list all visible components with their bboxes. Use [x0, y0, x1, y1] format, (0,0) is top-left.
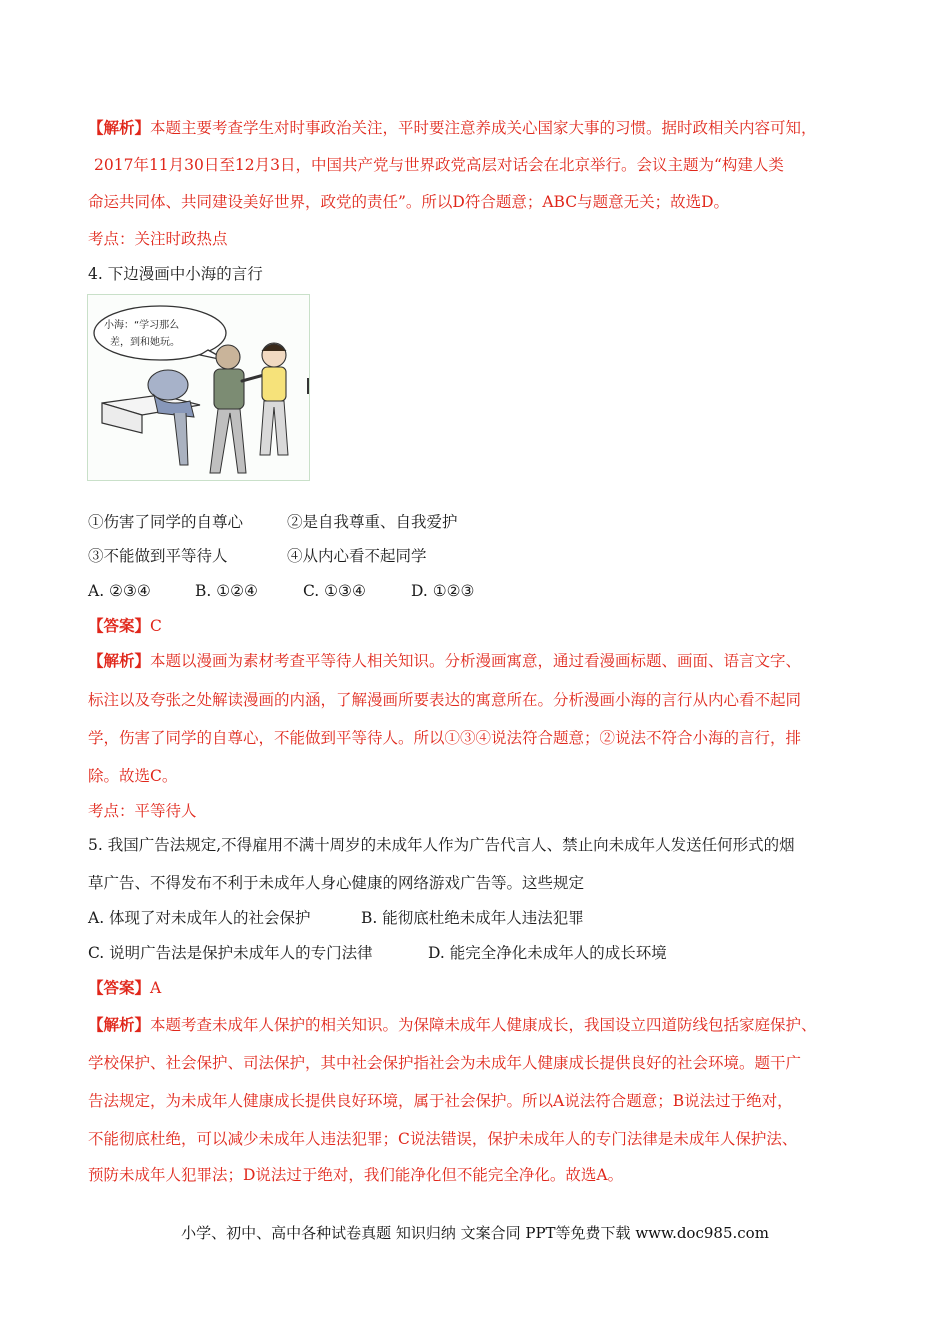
q3-analysis-line-3: 命运共同体、共同建设美好世界，政党的责任”。所以D符合题意；ABC与题意无关；故选D。 [88, 193, 730, 211]
q4-option-d: D. ①②③ [411, 582, 475, 600]
q5-analysis-line-1: 【解析】本题考查未成年人保护的相关知识。为保障未成年人健康成长，我国设立四道防线包括家庭保护、 [88, 1015, 817, 1034]
q4-item-1: ①伤害了同学的自尊心 [88, 513, 244, 531]
q4-option-c: C. ①③④ [303, 582, 366, 600]
q3-knowledge-point: 考点：关注时政热点 [88, 230, 228, 248]
answer-tag: 【答案】 [88, 978, 151, 997]
bubble-text-2: 差，到和她玩。 [110, 337, 180, 348]
q4-analysis-line-3: 学，伤害了同学的自尊心，不能做到平等待人。所以①③④说法符合题意；②说法不符合小海的言行，排 [88, 729, 802, 747]
q4-option-b: B. ①②④ [195, 582, 258, 600]
comic-edge-mark [307, 378, 309, 394]
q4-stem: 4. 下边漫画中小海的言行 [88, 265, 263, 283]
analysis-tag: 【解析】 [88, 651, 151, 670]
q5-stem-line-2: 草广告、不得发布不利于未成年人身心健康的网络游戏广告等。这些规定 [88, 874, 585, 892]
q4-item-3: ③不能做到平等待人 [88, 547, 228, 565]
q5-option-b: B. 能彻底杜绝未成年人违法犯罪 [361, 909, 584, 927]
comic-image [87, 294, 310, 481]
analysis-tag: 【解析】 [88, 1015, 151, 1034]
bubble-text-1: 小海：“学习那么 [104, 320, 180, 331]
q5-analysis-line-5: 预防未成年人犯罪法；D说法过于绝对，我们能净化但不能完全净化。故选A。 [88, 1166, 624, 1184]
q3-analysis-line-1: 【解析】本题主要考查学生对时事政治关注，平时要注意养成关心国家大事的习惯。据时政相关内容可知， [88, 118, 817, 137]
q4-item-2: ②是自我尊重、自我爱护 [287, 513, 458, 531]
q4-answer: 【答案】C [88, 616, 162, 635]
answer-tag: 【答案】 [88, 616, 151, 635]
q4-analysis-line-2: 标注以及夸张之处解读漫画的内涵，了解漫画所要表达的寓意所在。分析漫画小海的言行从内心看不起同 [88, 691, 802, 709]
comic-illustration [88, 295, 309, 480]
q3-analysis-line-2: 2017年11月30日至12月3日，中国共产党与世界政党高层对话会在北京举行。会议主题为“构建人类 [94, 156, 784, 174]
q5-option-d: D. 能完全净化未成年人的成长环境 [428, 944, 667, 962]
analysis-tag: 【解析】 [88, 118, 151, 137]
q5-answer: 【答案】A [88, 978, 162, 997]
q5-analysis-line-2: 学校保护、社会保护、司法保护，其中社会保护指社会为未成年人健康成长提供良好的社会环境。题干广 [88, 1054, 802, 1072]
q4-knowledge-point: 考点：平等待人 [88, 802, 197, 820]
q4-option-a: A. ②③④ [88, 582, 151, 600]
q4-analysis-line-4: 除。故选C。 [88, 767, 178, 785]
q5-analysis-line-3: 告法规定，为未成年人健康成长提供良好环境，属于社会保护。所以A说法符合题意；B说法过于绝对， [88, 1092, 793, 1110]
q4-item-4: ④从内心看不起同学 [287, 547, 427, 565]
q5-option-a: A. 体现了对未成年人的社会保护 [88, 909, 311, 927]
q5-option-c: C. 说明广告法是保护未成年人的专门法律 [88, 944, 373, 962]
q4-analysis-line-1: 【解析】本题以漫画为素材考查平等待人相关知识。分析漫画寓意，通过看漫画标题、画面、语言文字、 [88, 651, 802, 670]
q5-stem-line-1: 5. 我国广告法规定,不得雇用不满十周岁的未成年人作为广告代言人、禁止向未成年人发送任何形式的烟 [88, 836, 795, 854]
page-footer: 小学、初中、高中各种试卷真题 知识归纳 文案合同 PPT等免费下载 www.doc985.com [181, 1224, 769, 1242]
q5-analysis-line-4: 不能彻底杜绝，可以减少未成年人违法犯罪；C说法错误，保护未成年人的专门法律是未成年人保护法、 [88, 1130, 798, 1148]
